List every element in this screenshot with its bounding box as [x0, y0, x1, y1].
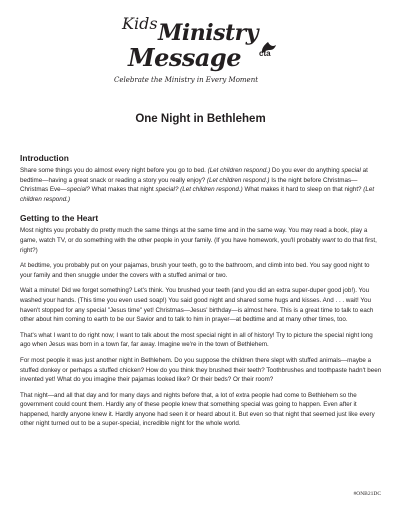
masthead — [0, 0, 401, 100]
text-run-italic: special — [341, 167, 361, 174]
heart-paragraph-4: That's what I want to do right now; I want to talk about the most special night in all of history! Try to picture the special night long ago when Jesus was born in a town far, far away. Imagine we're in the town of Bethlehem. — [20, 331, 373, 349]
logo-kids-text: Kids — [122, 14, 158, 33]
heart-paragraph-5: For most people it was just another night in Bethlehem. Do you suppose the children there slept with stuffed animals—maybe a stuffed donkey or perhaps a stuffed chicken? How do you think they brushed their teeth? Toothbrushes and toothpaste hadn't been invented yet! What do you imagine their pajamas looked like? Or their beds? Or their room? — [20, 356, 382, 384]
logo-tagline: Celebrate the Ministry in Every Moment — [114, 76, 259, 84]
heart-paragraph-3: Wait a minute! Did we forget something? Let's think. You brushed your teeth (and you did an extra super-duper good job!). You washed your hands. (This time you even used soap!) You said good night and shared some hugs and kisses. And . . . wait! You haven't stopped for any special "Jesus time" yet! Christmas—Jesus' birthday—is almost here. This is a great time to talk to each other about him coming to earth to be our Savior and to talk to him in prayer—at bedtime and at many other times, too. — [20, 287, 374, 324]
text-run: Is the night before Christmas—Christmas Eve— — [20, 176, 358, 194]
text-run: Do you ever do anything — [270, 167, 342, 174]
intro-paragraph — [20, 166, 382, 204]
text-run: What makes that night — [89, 186, 156, 194]
heart-heading: Getting to the Heart — [20, 213, 99, 224]
heart-paragraph-1 — [20, 226, 382, 255]
intro-heading: Introduction — [20, 153, 69, 163]
text-run-italic: (Let children respond.) — [207, 167, 271, 174]
text-run: Share some things you do almost every night before you go to bed. — [20, 167, 208, 174]
text-run-italic: (Let children respond.) — [20, 186, 375, 203]
text-run-italic: (Let children respond.) — [206, 176, 270, 184]
logo-ministry-text: Ministry — [158, 20, 258, 46]
text-run: Most nights you probably do pretty much the same things at the same time and in the same way. You may read a book, play a game, watch TV, or do something with the other people in your family. (If you have homework, you'll probably — [20, 227, 368, 244]
text-run: What makes it hard to sleep on that night? — [242, 186, 364, 194]
text-run: at bedtime—having a great snack or reading a story you really enjoy? — [20, 167, 368, 184]
cta-logo-text: cta — [259, 49, 271, 58]
heart-paragraph-2: At bedtime, you probably put on your pajamas, brush your teeth, go to the bathroom, and climb into bed. You say good night to your family and then snuggle under the covers with a stuffed animal or two. — [20, 262, 370, 279]
document-id: #ONB21DC — [353, 491, 381, 497]
logo-message-text: Message — [128, 43, 241, 72]
heart-paragraph-6: That night—and all that day and for many days and nights before that, a lot of extra people had come to Bethlehem so the government could count them. Hardly any of these people knew that something special was going to happen. Even after it happened, hardly anyone knew it. Hardly anyone had seen it or heard about it. But even so that night that seemed just like every other night turned out to be a super-special, incredible night for the whole world. — [20, 391, 375, 428]
article-body — [20, 153, 382, 435]
page-title: One Night in Bethlehem — [135, 113, 266, 125]
text-run-italic: want — [322, 236, 336, 244]
text-run-italic: (Let children respond.) — [180, 186, 243, 194]
text-run: to do that first, right?) — [20, 236, 377, 254]
text-run-italic: special? — [66, 186, 90, 194]
text-run-italic: special? — [155, 186, 179, 194]
